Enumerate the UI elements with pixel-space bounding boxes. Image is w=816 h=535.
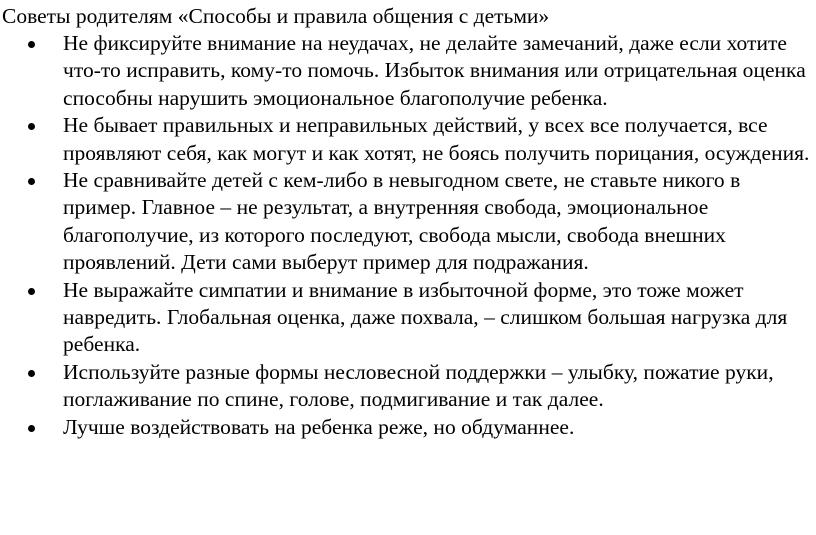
advice-list (0, 30, 816, 441)
bullet-icon (28, 370, 35, 377)
document-title: Советы родителям «Способы и правила общения с детьми» (2, 4, 550, 28)
bullet-icon (28, 425, 35, 432)
list-item-text: Используйте разные формы несловесной поддержки – улыбку, пожатие руки, поглаживание по спине, голове, подмигивание и так далее. (63, 359, 774, 412)
list-item-text: Лучше воздействовать на ребенка реже, но обдуманнее. (63, 414, 575, 439)
list-item (0, 359, 816, 414)
list-item-text: Не фиксируйте внимание на неудачах, не делайте замечаний, даже если хотите что-то исправить, кому-то помочь. Избыток внимания или отрицательная оценка способны нарушить эмоциональное благополучие ребенка. (63, 31, 806, 110)
list-item (0, 277, 816, 359)
bullet-icon (28, 41, 35, 48)
list-item (0, 112, 816, 167)
bullet-icon (28, 178, 35, 185)
bullet-icon (28, 123, 35, 130)
bullet-icon (28, 288, 35, 295)
list-item-text: Не выражайте симпатии и внимание в избыточной форме, это тоже может навредить. Глобальная оценка, даже похвала, – слишком большая нагрузка для ребенка. (63, 277, 788, 357)
list-item (0, 414, 816, 441)
list-item-text: Не сравнивайте детей с кем-либо в невыгодном свете, не ставьте никого в пример. Главное – не результат, а внутренняя свобода, эмоциональное благополучие, из которого последуют, свобода мысли, свобода внешних проявлений. Дети сами выберут пример для подражания. (63, 168, 741, 275)
list-item (0, 30, 816, 112)
list-item (0, 167, 816, 277)
list-item-text: Не бывает правильных и неправильных действий, у всех все получается, все проявляют себя, как могут и как хотят, не боясь получить порицания, осуждения. (63, 113, 810, 165)
